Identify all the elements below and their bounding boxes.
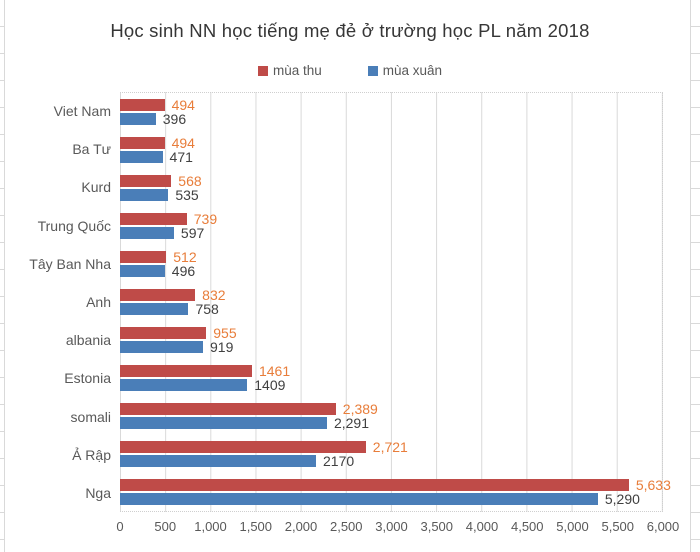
bar-mua-xuan bbox=[120, 493, 598, 505]
bar-group bbox=[120, 283, 662, 321]
bar-mua-thu bbox=[120, 327, 206, 339]
data-label: 597 bbox=[180, 225, 205, 241]
data-label: 5,633 bbox=[635, 477, 671, 493]
category-label: Trung Quốc bbox=[37, 217, 111, 234]
x-axis-tick-label: 1,000 bbox=[194, 519, 227, 534]
bar-line bbox=[120, 289, 662, 301]
legend-label-mua-thu: mùa thu bbox=[272, 63, 322, 78]
bar-line bbox=[120, 175, 662, 187]
bar-line bbox=[120, 441, 662, 453]
category-label: Ả Rập bbox=[72, 446, 111, 463]
bar-line bbox=[120, 327, 662, 339]
bar-mua-xuan bbox=[120, 379, 247, 391]
bar-mua-xuan bbox=[120, 113, 156, 125]
bar-group bbox=[120, 359, 662, 397]
data-label: 494 bbox=[171, 97, 195, 113]
x-axis-tick-label: 2,000 bbox=[284, 519, 318, 534]
legend-item-mua-xuan bbox=[368, 63, 442, 78]
data-label: 5,290 bbox=[604, 491, 640, 507]
category-label: Kurd bbox=[81, 179, 111, 196]
bar-mua-thu bbox=[120, 479, 629, 491]
bar-line bbox=[120, 99, 662, 111]
bar-group bbox=[120, 131, 662, 169]
bar-line bbox=[120, 455, 662, 467]
chart-title: Học sinh NN học tiếng mẹ đẻ ở trường học PL năm 2018 bbox=[110, 20, 590, 41]
value-axis bbox=[116, 519, 680, 537]
bar-line bbox=[120, 477, 671, 493]
bar-line bbox=[120, 403, 662, 415]
bar-line bbox=[120, 227, 662, 239]
bar-group bbox=[120, 169, 662, 207]
bar-mua-xuan bbox=[120, 303, 188, 315]
bar-group bbox=[120, 245, 662, 283]
bar-mua-xuan bbox=[120, 265, 165, 277]
data-label: 2,389 bbox=[342, 401, 378, 417]
bar-line bbox=[120, 213, 662, 225]
x-axis-tick-label: 1,500 bbox=[239, 519, 273, 534]
category-label: Anh bbox=[86, 294, 111, 311]
bar-mua-xuan bbox=[120, 417, 327, 429]
data-label: 471 bbox=[169, 149, 193, 165]
bar-line bbox=[120, 265, 662, 277]
x-axis-tick-label: 500 bbox=[154, 519, 177, 534]
x-axis-tick-label: 5,500 bbox=[601, 519, 635, 534]
data-label: 2,721 bbox=[372, 439, 408, 455]
bar-line bbox=[120, 189, 662, 201]
worksheet-edge-right bbox=[690, 0, 700, 552]
bar-line bbox=[120, 137, 662, 149]
bar-mua-thu bbox=[120, 213, 187, 225]
bar-line bbox=[120, 151, 662, 163]
data-label: 494 bbox=[171, 135, 195, 151]
bar-line bbox=[120, 493, 662, 505]
bar-line bbox=[120, 365, 662, 377]
x-axis-tick-label: 2,500 bbox=[329, 519, 363, 534]
data-label: 496 bbox=[171, 263, 196, 279]
bar-group bbox=[120, 207, 662, 245]
bar-group bbox=[120, 473, 671, 511]
bar-mua-thu bbox=[120, 403, 336, 415]
data-label: 535 bbox=[175, 187, 199, 203]
bar-mua-xuan bbox=[120, 341, 203, 353]
legend-swatch-blue-icon bbox=[368, 66, 378, 76]
bar-group bbox=[120, 93, 662, 131]
data-label: 568 bbox=[178, 173, 202, 189]
worksheet-edge-left bbox=[0, 0, 5, 552]
category-label: Ba Tư bbox=[72, 141, 111, 158]
category-axis bbox=[6, 92, 116, 512]
legend-item-mua-thu bbox=[258, 63, 322, 78]
bar-line bbox=[120, 303, 662, 315]
bar-mua-xuan bbox=[120, 189, 168, 201]
bar-line bbox=[120, 379, 662, 391]
bar-mua-thu bbox=[120, 99, 165, 111]
bar-line bbox=[120, 341, 662, 353]
x-axis-tick-label: 3,500 bbox=[420, 519, 454, 534]
data-label: 739 bbox=[193, 211, 218, 227]
data-label: 1409 bbox=[254, 377, 286, 393]
plot-area bbox=[120, 92, 671, 512]
bar-mua-xuan bbox=[120, 455, 316, 467]
bar-group bbox=[120, 397, 662, 435]
chart-legend bbox=[0, 63, 700, 78]
x-axis-tick-label: 0 bbox=[116, 519, 124, 534]
bar-mua-thu bbox=[120, 441, 366, 453]
legend-swatch-red-icon bbox=[258, 66, 268, 76]
bar-mua-thu bbox=[120, 175, 171, 187]
bar-group bbox=[120, 435, 662, 473]
bar-line bbox=[120, 113, 662, 125]
category-label: Viet Nam bbox=[53, 103, 111, 120]
category-label: somali bbox=[70, 408, 111, 425]
data-label: 919 bbox=[210, 339, 234, 355]
category-label: Estonia bbox=[64, 370, 111, 387]
bar-mua-thu bbox=[120, 365, 252, 377]
legend-label-mua-xuan: mùa xuân bbox=[382, 63, 443, 78]
bar-mua-xuan bbox=[120, 227, 174, 239]
data-label: 832 bbox=[202, 287, 226, 303]
data-label: 512 bbox=[173, 249, 197, 265]
x-axis-tick-label: 6,000 bbox=[646, 519, 680, 534]
x-axis-tick-label: 5,000 bbox=[556, 519, 589, 534]
bar-mua-thu bbox=[120, 137, 165, 149]
category-label: Nga bbox=[85, 484, 111, 501]
bar-mua-xuan bbox=[120, 151, 163, 163]
data-label: 2,291 bbox=[333, 415, 369, 431]
bar-mua-thu bbox=[120, 289, 195, 301]
data-label: 2170 bbox=[323, 453, 355, 469]
data-label: 1461 bbox=[258, 363, 291, 379]
data-label: 955 bbox=[213, 325, 237, 341]
x-axis-tick-label: 4,000 bbox=[465, 519, 499, 534]
bar-line bbox=[120, 251, 662, 263]
bar-line bbox=[120, 417, 662, 429]
bar-mua-thu bbox=[120, 251, 166, 263]
category-label: albania bbox=[65, 332, 111, 349]
x-axis-tick-label: 4,500 bbox=[510, 519, 544, 534]
data-label: 758 bbox=[195, 301, 219, 317]
category-label: Tây Ban Nha bbox=[29, 255, 111, 272]
x-axis-tick-label: 3,000 bbox=[375, 519, 408, 534]
data-label: 396 bbox=[162, 111, 187, 127]
bar-group bbox=[120, 321, 662, 359]
